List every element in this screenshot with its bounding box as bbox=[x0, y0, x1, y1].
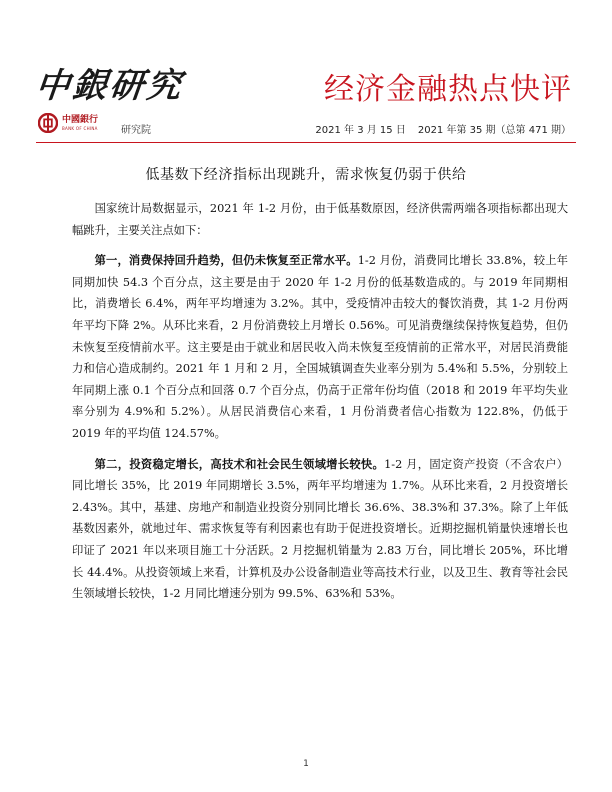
department-label: 研究院 bbox=[121, 125, 151, 136]
bank-of-china-logo-icon bbox=[38, 113, 58, 133]
paragraph-text: 1-2 月份，消费同比增长 33.8%，较上年同期加快 54.3 个百分点，这主要是由于 2020 年 1-2 月份的低基数造成的。与 2019 年同期相比，消费增长 6.4%，两年平均增速为 3.2%。其中，受疫情冲击较大的餐饮消费，其 1-2 月份两年平均下降 2%。从环比来看，2 月份消费较上月增长 0.56%。可见消费继续保持恢复趋势，但仍未恢复至疫情前水平。这主要是由于就业和居民收入尚未恢复至疫情前的正常水平，对居民消费能力和信心造成制约。2021 年 1 月和 2 月，全国城镇调查失业率分别为 5.4%和 5.5%，分别较上年同期上涨 0.1 个百分点和回落 0.7 个百分点，仍高于正常年份均值（2018 和 2019 年平均失业率分别为 4.9%和 5.2%）。从居民消费信心来看，1 月份消费者信心指数为 122.8%，仍低于 2019 年的平均值 124.57%。 bbox=[72, 254, 568, 440]
issue-number: 2021 年第 35 期（总第 471 期） bbox=[417, 125, 571, 136]
paragraph-text: 1-2 月，固定资产投资（不含农户）同比增长 35%，比 2019 年同期增长 3.5%，两年平均增速为 1.7%。从环比来看，2 月投资增长 2.43%。其中，基建、房地产和制造业投资分别同比增长 36.6%、38.3%和 37.3%。除了上年低基数因素外，就地过年、需求恢复等有利因素也有助于促进投资增长。近期挖掘机销量快速增长也印证了 2021 年以来项目施工十分活跃。2 月挖掘机销量为 2.83 万台，同比增长 205%，环比增长 44.4%。从投资领域上来看，计算机及办公设备制造业等高技术行业，以及卫生、教育等社会民生领域增长较快，1-2 月同比增速分别为 99.5%、63%和 53%。 bbox=[72, 457, 568, 601]
paragraph-lead: 第一，消费保持回升趋势，但仍未恢复至正常水平。 bbox=[94, 254, 358, 268]
paragraph-lead: 第二，投资稳定增长，高技术和社会民生领域增长较快。 bbox=[94, 457, 385, 471]
page-number: 1 bbox=[303, 759, 309, 769]
paragraph bbox=[72, 250, 568, 444]
research-calligraphy-logo: 中銀研究 bbox=[33, 66, 186, 106]
bank-logo bbox=[38, 113, 98, 133]
paragraph bbox=[72, 454, 568, 605]
article-body bbox=[72, 198, 568, 605]
header-divider bbox=[36, 142, 576, 143]
report-series-headline: 经济金融热点快评 bbox=[324, 72, 572, 107]
issue-info bbox=[315, 121, 571, 136]
bank-name-cn: 中國銀行 bbox=[62, 114, 99, 125]
article-title: 低基数下经济指标出现跳升，需求恢复仍弱于供给 bbox=[145, 167, 467, 183]
bank-name-en: BANK OF CHINA bbox=[62, 125, 98, 131]
issue-date: 2021 年 3 月 15 日 bbox=[315, 125, 406, 136]
paragraph bbox=[72, 198, 568, 241]
paragraph-text: 国家统计局数据显示，2021 年 1-2 月份，由于低基数原因，经济供需两端各项指标都出现大幅跳升，主要关注点如下： bbox=[72, 202, 568, 237]
